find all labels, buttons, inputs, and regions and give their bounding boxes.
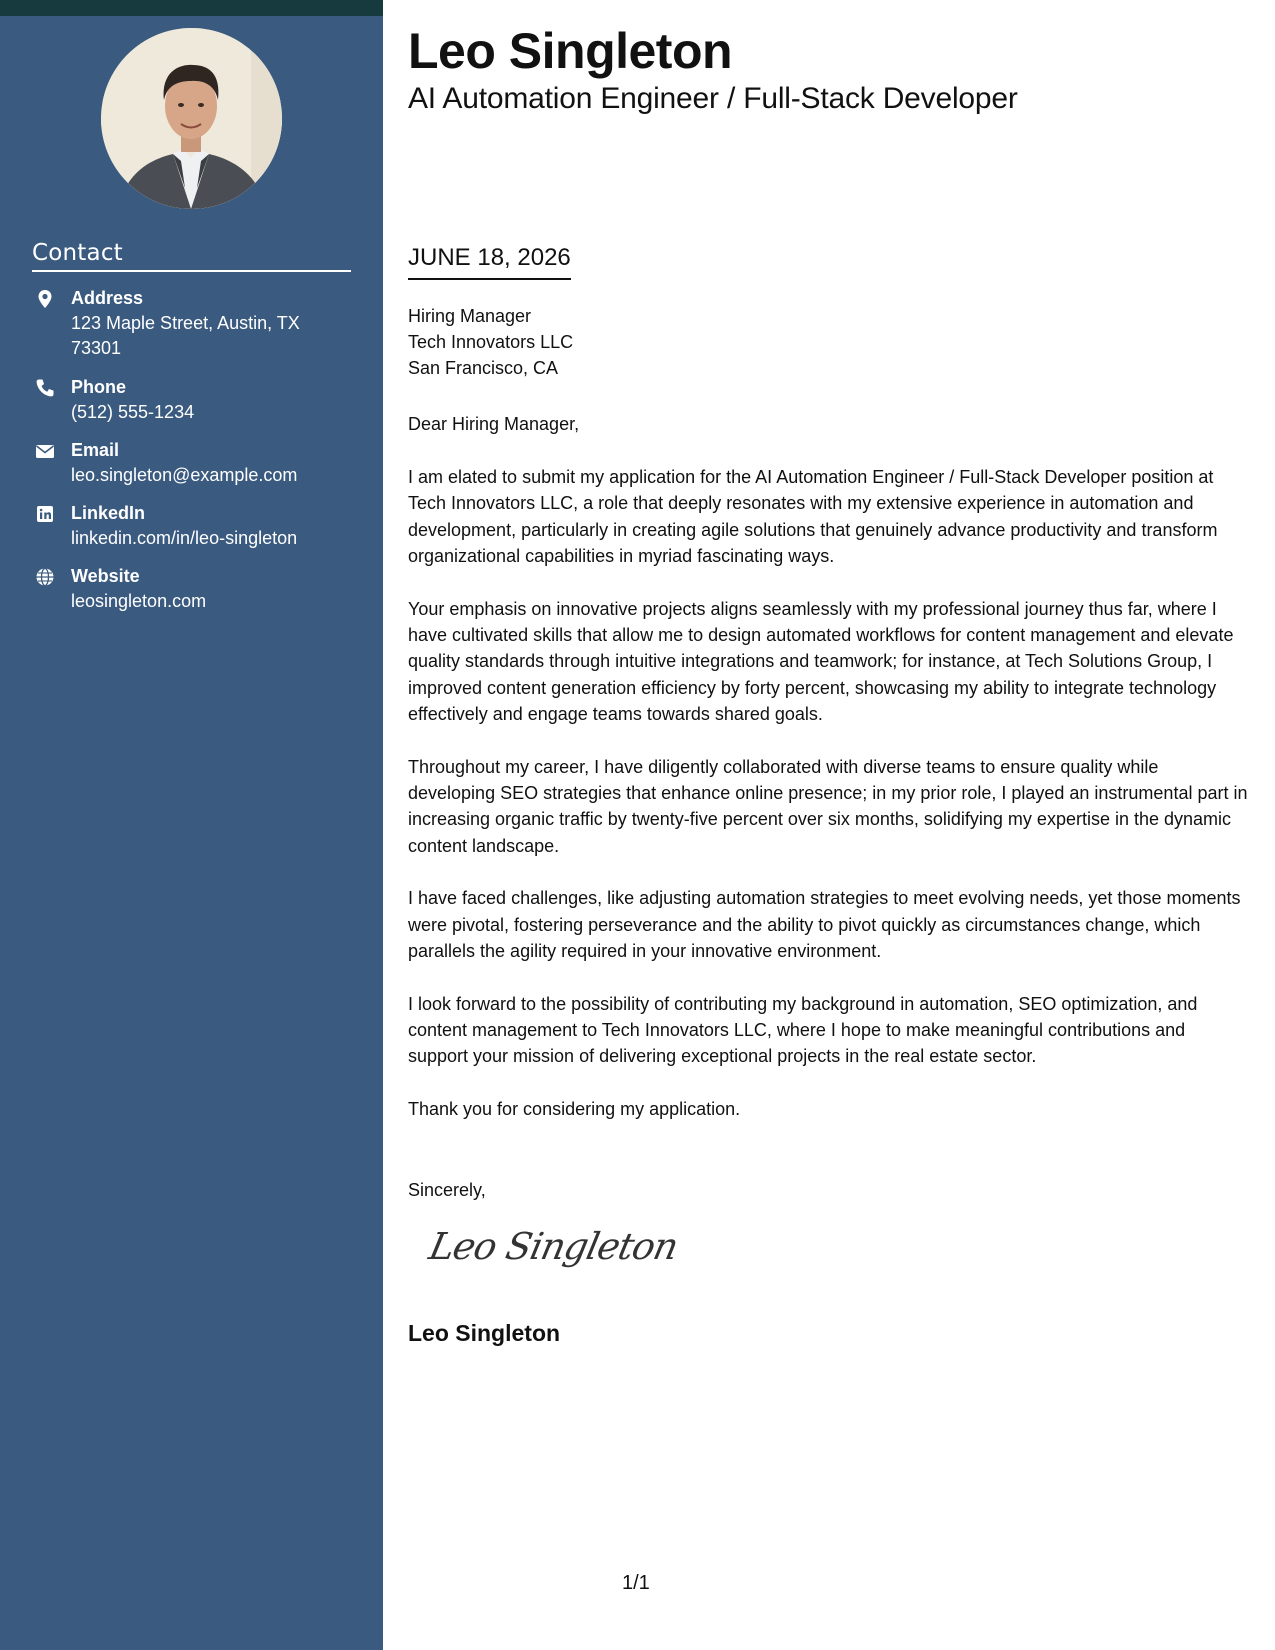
applicant-name: Leo Singleton bbox=[408, 23, 733, 79]
job-title: AI Automation Engineer / Full-Stack Developer bbox=[408, 82, 1018, 115]
page-number: 1/1 bbox=[622, 1572, 650, 1594]
contact-label: Address bbox=[71, 288, 144, 308]
contact-value: leo.singleton@example.com bbox=[71, 465, 298, 485]
contact-value: linkedin.com/in/leo-singleton bbox=[71, 528, 298, 548]
letter-body bbox=[408, 411, 1248, 1148]
contact-label: Website bbox=[71, 566, 140, 586]
contact-label: Email bbox=[71, 440, 120, 460]
contact-value: leosingleton.com bbox=[71, 591, 207, 611]
profile-photo bbox=[101, 28, 282, 209]
sidebar bbox=[0, 0, 383, 1650]
letter-paragraph: I am elated to submit my application for the AI Automation Engineer / Full-Stack Developer position at Tech Innovators LLC, a role that deeply resonates with my extensive experience in automation and development, particularly in creating agile solutions that genuinely advance productivity and transform organizational capabilities in myriad fascinating ways. bbox=[408, 467, 1218, 567]
letter-paragraph: Throughout my career, I have diligently collaborated with diverse teams to ensure quality while developing SEO strategies that enhance online presence; in my prior role, I played an instrumental part in increasing organic traffic by twenty-five percent over six months, solidifying my expertise in the dynamic content landscape. bbox=[408, 756, 1248, 856]
contact-label: LinkedIn bbox=[71, 503, 146, 523]
map-pin-icon bbox=[32, 288, 58, 310]
letter-paragraph: Your emphasis on innovative projects aligns seamlessly with my professional journey thus far, where I have cultivated skills that allow me to design automated workflows for content management and elevate quality standards through intuitive integrations and teamwork; for instance, at Tech Solutions Group, I improved content generation efficiency by forty percent, showcasing my ability to integrate technology effectively and engage teams towards shared goals. bbox=[408, 598, 1234, 725]
linkedin-icon bbox=[32, 503, 58, 525]
avatar bbox=[101, 28, 282, 209]
letter-paragraph: I look forward to the possibility of contributing my background in automation, SEO optimization, and content management to Tech Innovators LLC, where I hope to make meaningful contributions and support your mission of delivering exceptional projects in the real estate sector. bbox=[408, 993, 1198, 1067]
contact-value: 123 Maple Street, Austin, TX 73301 bbox=[71, 313, 300, 358]
phone-icon bbox=[32, 377, 58, 399]
recipient-line: Hiring Manager bbox=[408, 306, 532, 326]
sidebar-top-bar bbox=[0, 0, 383, 16]
globe-icon bbox=[32, 566, 58, 588]
contact-value: (512) 555-1234 bbox=[71, 402, 195, 422]
contact-label: Phone bbox=[71, 377, 127, 397]
recipient-line: Tech Innovators LLC bbox=[408, 332, 574, 352]
closing: Sincerely, bbox=[408, 1180, 486, 1200]
envelope-icon bbox=[32, 440, 58, 462]
letter-date: JUNE 18, 2026 bbox=[408, 244, 571, 280]
salutation: Dear Hiring Manager, bbox=[408, 414, 580, 434]
letter-paragraph: I have faced challenges, like adjusting automation strategies to meet evolving needs, yet those moments were pivotal, fostering perseverance and the ability to pivot quickly as circumstances change, which parallels the agility required in your innovative environment. bbox=[408, 888, 1241, 962]
signed-name: Leo Singleton bbox=[408, 1320, 561, 1346]
signature: Leo Singleton bbox=[425, 1225, 682, 1268]
letter-paragraph: Thank you for considering my application. bbox=[408, 1098, 741, 1119]
recipient-line: San Francisco, CA bbox=[408, 358, 559, 378]
recipient-block bbox=[408, 303, 573, 381]
contact-heading: Contact bbox=[32, 240, 351, 272]
